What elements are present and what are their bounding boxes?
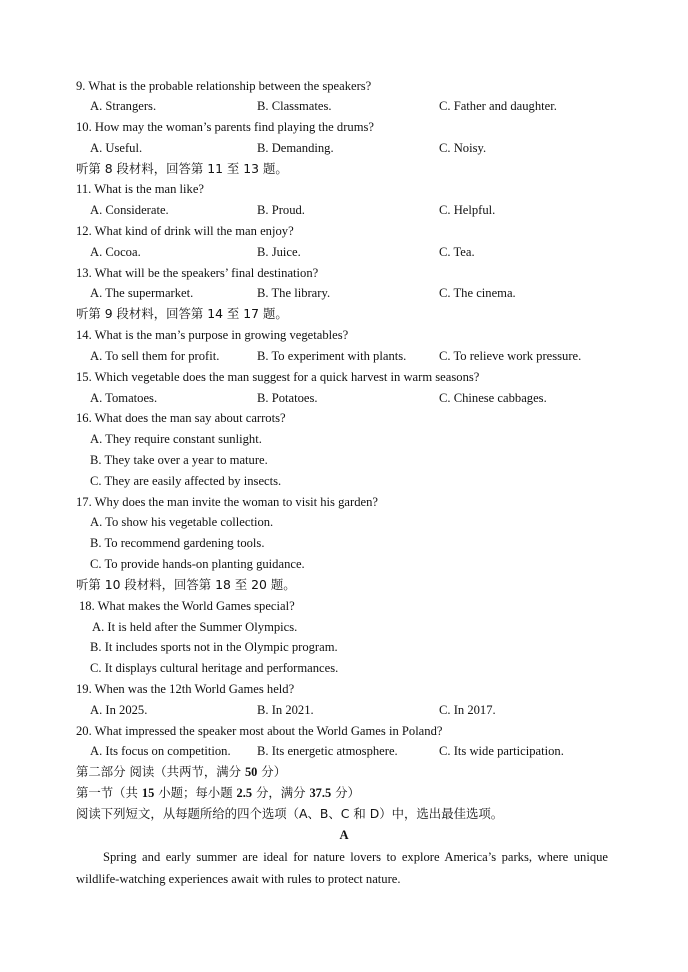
question-9-option-c: C. Father and daughter. — [439, 99, 557, 113]
question-20-option-b: B. Its energetic atmosphere. — [257, 744, 398, 758]
passage-label: A — [339, 828, 349, 842]
question-20-option-c: C. Its wide participation. — [439, 744, 564, 758]
question-13-stem: 13. What will be the speakers’ final destination? — [76, 266, 319, 280]
part-2-title-text: 第二部分 阅读（共两节，满分 — [76, 764, 245, 779]
question-12-option-b: B. Juice. — [257, 245, 301, 259]
question-20-option-a: A. Its focus on competition. — [90, 744, 231, 758]
question-18-option-b: B. It includes sports not in the Olympic program. — [90, 640, 338, 654]
question-9-stem: 9. What is the probable relationship between the speakers? — [76, 79, 372, 93]
question-17-option-b: B. To recommend gardening tools. — [90, 536, 265, 550]
question-13-option-b: B. The library. — [257, 286, 331, 300]
question-12-option-a: A. Cocoa. — [90, 245, 141, 259]
question-10-option-b: B. Demanding. — [257, 141, 334, 155]
section-1-points-each: 2.5 — [236, 786, 253, 800]
question-14-stem: 14. What is the man’s purpose in growing vegetables? — [76, 328, 349, 342]
question-9-option-b: B. Classmates. — [257, 99, 332, 113]
question-18-option-c: C. It displays cultural heritage and performances. — [90, 661, 339, 675]
question-11-option-a: A. Considerate. — [90, 203, 169, 217]
question-19-option-c: C. In 2017. — [439, 703, 496, 717]
question-14-option-a: A. To sell them for profit. — [90, 349, 220, 363]
question-10-option-a: A. Useful. — [90, 141, 143, 155]
question-9-option-a: A. Strangers. — [90, 99, 157, 113]
reading-instruction: 阅读下列短文，从每题所给的四个选项（A、B、C 和 D）中，选出最佳选项。 — [76, 806, 504, 821]
question-15-stem: 15. Which vegetable does the man suggest for a quick harvest in warm seasons? — [76, 370, 480, 384]
question-16-option-a: A. They require constant sunlight. — [90, 432, 262, 446]
question-14-option-c: C. To relieve work pressure. — [439, 349, 582, 363]
section-1-total-score: 37.5 — [309, 786, 332, 800]
question-14-option-b: B. To experiment with plants. — [257, 349, 407, 363]
question-16-stem: 16. What does the man say about carrots? — [76, 411, 286, 425]
question-12-option-c: C. Tea. — [439, 245, 475, 259]
part-2-total-score: 50 — [244, 765, 258, 779]
part-2-title-suffix: 分） — [257, 764, 287, 779]
question-15-option-b: B. Potatoes. — [257, 391, 318, 405]
question-17-option-a: A. To show his vegetable collection. — [90, 515, 274, 529]
question-11-option-b: B. Proud. — [257, 203, 305, 217]
part-2-title — [76, 764, 286, 780]
question-19-option-a: A. In 2025. — [90, 703, 148, 717]
section-8-heading: 听第 8 段材料，回答第 11 至 13 题。 — [76, 161, 288, 176]
section-1-title-mid-1: 小题；每小题 — [154, 785, 237, 800]
section-1-title-text: 第一节（共 — [76, 785, 142, 800]
question-15-option-c: C. Chinese cabbages. — [439, 391, 547, 405]
question-10-option-c: C. Noisy. — [439, 141, 487, 155]
question-19-option-b: B. In 2021. — [257, 703, 314, 717]
passage-a-sentence: Spring and early summer are ideal for nature lovers to explore America’s parks, where unique wildlife-watching experiences await with rules to protect nature. — [76, 850, 608, 886]
question-15-option-a: A. Tomatoes. — [90, 391, 158, 405]
question-19-stem: 19. When was the 12th World Games held? — [76, 682, 295, 696]
question-17-stem: 17. Why does the man invite the woman to visit his garden? — [76, 495, 378, 509]
passage-a-text — [76, 846, 608, 890]
section-9-heading: 听第 9 段材料，回答第 14 至 17 题。 — [76, 306, 288, 321]
question-13-option-c: C. The cinema. — [439, 286, 516, 300]
question-13-option-a: A. The supermarket. — [90, 286, 194, 300]
question-16-option-c: C. They are easily affected by insects. — [90, 474, 282, 488]
question-12-stem: 12. What kind of drink will the man enjoy? — [76, 224, 294, 238]
section-1-title-mid-2: 分，满分 — [252, 785, 310, 800]
section-1-question-count: 15 — [141, 786, 155, 800]
question-18-stem: 18. What makes the World Games special? — [79, 599, 295, 613]
question-17-option-c: C. To provide hands-on planting guidance. — [90, 557, 305, 571]
question-10-stem: 10. How may the woman’s parents find playing the drums? — [76, 120, 374, 134]
section-10-heading: 听第 10 段材料，回答第 18 至 20 题。 — [76, 577, 296, 592]
question-18-option-a: A. It is held after the Summer Olympics. — [92, 620, 298, 634]
question-11-stem: 11. What is the man like? — [76, 182, 205, 196]
question-16-option-b: B. They take over a year to mature. — [90, 453, 268, 467]
question-20-stem: 20. What impressed the speaker most about the World Games in Poland? — [76, 724, 443, 738]
section-1-title — [76, 785, 360, 801]
question-11-option-c: C. Helpful. — [439, 203, 496, 217]
section-1-title-suffix: 分） — [331, 785, 360, 800]
